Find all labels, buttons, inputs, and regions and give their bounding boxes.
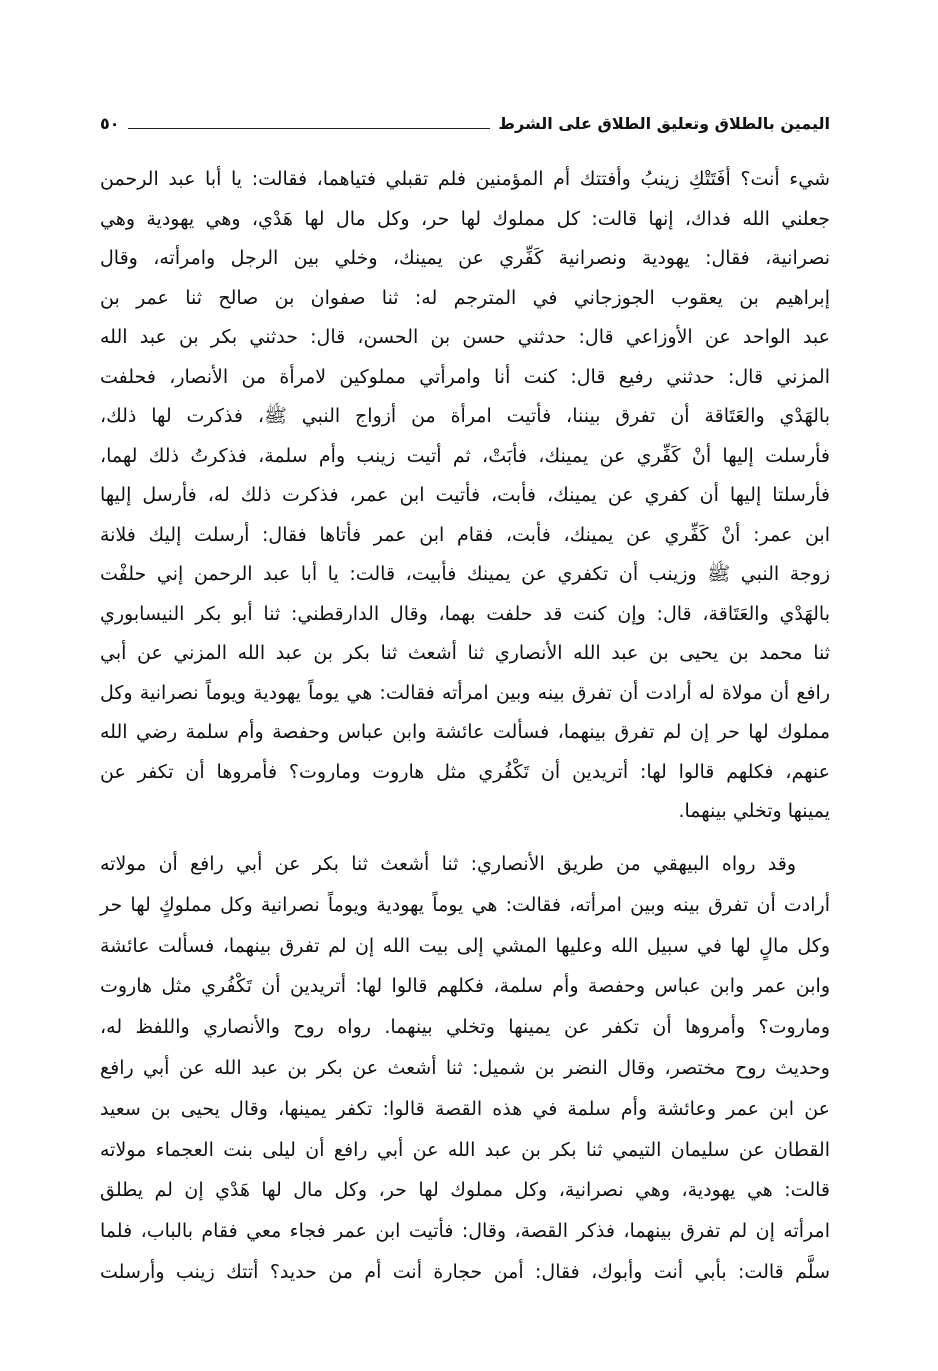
- text-line: جعلني الله فداك، إنها قالت: كل مملوك لها حر، وكل مال لها هَدْي، وهي يهودية وهي: [100, 207, 830, 230]
- text-line: وماروت؟ وأمروها أن تكفر عن يمينها وتخلي بينهما. رواه روح والأنصاري واللفظ له،: [100, 1016, 830, 1039]
- text-line: عنهم، فكلهم قالوا لها: أتريدين أن تَكْفُري مثل هاروت وماروت؟ فأمروها أن تكفر عن: [100, 760, 830, 783]
- text-line: ثنا محمد بن يحيى بن عبد الله الأنصاري ثنا أشعث ثنا بكر بن عبد الله المزني عن أبي: [100, 642, 830, 664]
- text-line: أرادت أن تفرق بينه وبين امرأته، فقالت: هي يوماً يهودية ويوماً نصرانية وكل مملوكٍ لها حر: [100, 893, 830, 916]
- header-rule: [128, 128, 491, 129]
- text-line: وابن عمر وابن عباس وحفصة وأم سلمة، فكلهم قالوا لها: أتريدين أن تَكْفُري مثل هاروت: [100, 975, 830, 998]
- text-line: نصرانية، فقال: يهودية ونصرانية كَفِّري عن يمينك، وخلي بين الرجل وامرأته، وقال: [100, 247, 830, 269]
- text-line: سلَّم قالت: بأبي أنت وأبوك، فقال: أمن حجارة أنت أم من حديد؟ أتتك زينب وأرسلت: [100, 1260, 830, 1283]
- text-line: فأرسلتا إليها أن كفري عن يمينك، فأبت، فأتيت ابن عمر، فذكرت ذلك له، فأرسل إليها: [100, 484, 830, 506]
- paragraph-2: [100, 844, 830, 1293]
- text-line: ابن عمر: أنْ كَفِّري عن يمينك، فأبت، فقام ابن عمر فأتاها فقال: أرسلت إليك فلانة: [100, 523, 830, 546]
- text-line: زوجة النبي ﷺ وزينب أن تكفري عن يمينك فأبيت، قالت: يا أبا عبد الرحمن إني حلفْت: [100, 563, 830, 585]
- text-line: القطان عن سليمان التيمي ثنا بكر بن عبد الله عن أبي رافع أن ليلى بنت العجماء مولاته: [100, 1138, 830, 1161]
- text-line: بالهَدْي والعَتَاقة أن تفرق بيننا، فأتيت امرأة من أزواج النبي ﷺ، فذكرت لها ذلك،: [100, 405, 830, 427]
- text-line: وكل مالٍ لها في سبيل الله وعليها المشي إلى بيت الله إن لم تفرق بينهما، فسألت عائشة: [100, 934, 830, 957]
- text-line: بالهَدْي والعَتَاقة، قال: وإن كنت قد حلفت بهما، وقال الدارقطني: ثنا أبو بكر النيسابوري: [100, 602, 830, 625]
- text-line: المزني قال: حدثني رفيع قال: كنت أنا وامرأتي مملوكين لامرأة من الأنصار، فحلفت: [100, 365, 830, 388]
- running-header: [100, 110, 830, 136]
- text-line: يمينها وتخلي بينهما.: [678, 800, 830, 822]
- text-line: رافع أن مولاة له أرادت أن تفرق بينه وبين امرأته فقالت: هي يوماً يهودية ويوماً نصرانية وكل: [100, 681, 830, 704]
- text-line: وحديث روح مختصر، وقال النضر بن شميل: ثنا أشعث عن بكر بن عبد الله عن أبي رافع: [100, 1056, 830, 1079]
- text-line: فأرسلت إليها أنْ كَفِّري عن يمينك، فأبَتْ، ثم أتيت زينب وأم سلمة، فذكرتُ ذلك لهما،: [100, 444, 830, 467]
- text-line: امرأته إن لم تفرق بينهما، فذكر القصة، وقال: فأتيت ابن عمر فجاء معي فقام بالباب، فلما: [100, 1220, 830, 1243]
- text-line: مملوك لها حر إن لم تفرق بينهما، فسألت عائشة وابن عباس وحفصة وأم سلمة رضي الله: [100, 721, 830, 743]
- text-line: وقد رواه البيهقي من طريق الأنصاري: ثنا أشعث ثنا بكر عن أبي رافع أن مولاته: [100, 853, 796, 875]
- paragraph-1: [100, 160, 830, 832]
- text-line: عن ابن عمر وعائشة وأم سلمة في هذه القصة قالوا: تكفر يمينها، وقال يحيى بن سعيد: [100, 1097, 830, 1120]
- page-number: ٥٠: [100, 113, 120, 133]
- text-line: إبراهيم بن يعقوب الجوزجاني في المترجم له: ثنا صفوان بن صالح ثنا عمر بن: [100, 286, 830, 309]
- text-line: عبد الواحد عن الأوزاعي قال: حدثني حسن بن الحسن، قال: حدثني بكر بن عبد الله: [100, 326, 830, 348]
- running-title: اليمين بالطلاق وتعليق الطلاق على الشرط: [498, 113, 830, 133]
- text-line: شيء أنت؟ أفَتَتْكِ زينبُ وأفتتك أم المؤمنين فلم تقبلي فتياهما، فقالت: يا أبا عبد الرحمن: [100, 168, 830, 190]
- text-line: قالت: هي يهودية، وهي نصرانية، وكل مملوك لها حر، وكل مال لها هَدْي إن لم يطلق: [100, 1179, 830, 1202]
